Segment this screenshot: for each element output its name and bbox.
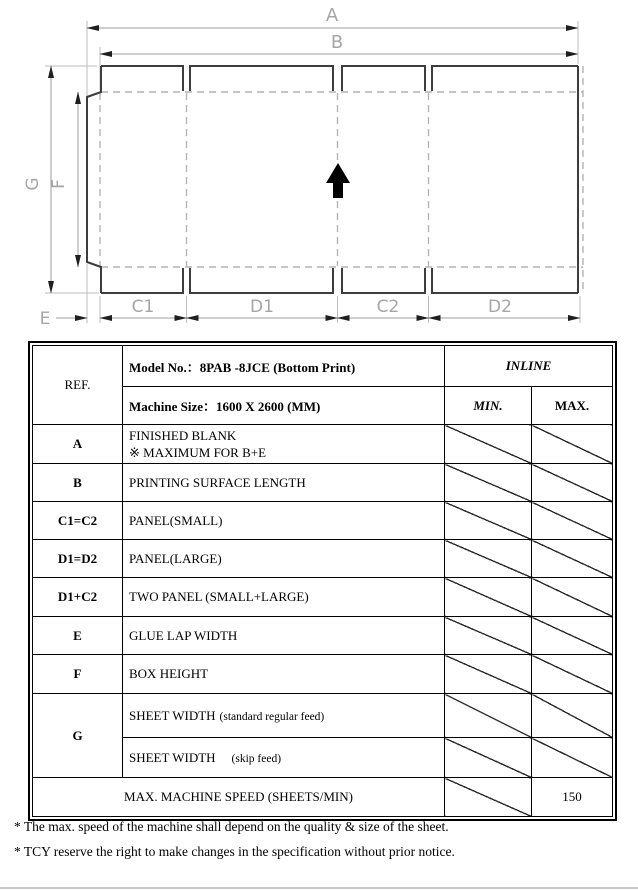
table-row-f xyxy=(33,655,613,694)
dim-label-a: A xyxy=(325,5,339,26)
footnote-2: * TCY reserve the right to make changes in the specification without prior notice. xyxy=(14,844,455,859)
dim-label-f: F xyxy=(49,179,69,189)
desc-qualifier: (standard regular feed) xyxy=(219,710,325,723)
min-empty-cell xyxy=(445,540,532,578)
ref-header-cell: REF. xyxy=(33,346,123,425)
ref-cell: A xyxy=(33,425,123,464)
max-empty-cell xyxy=(532,464,613,502)
machine-speed-label-cell: MAX. MACHINE SPEED (SHEETS/MIN) xyxy=(33,778,445,817)
desc-cell xyxy=(123,738,445,778)
min-empty-cell xyxy=(445,694,532,738)
spec-table xyxy=(28,341,617,821)
desc-cell: PANEL(SMALL) xyxy=(123,502,445,540)
ref-cell: D1=D2 xyxy=(33,540,123,578)
max-empty-cell xyxy=(532,540,613,578)
table-row-e xyxy=(33,617,613,655)
dim-label-d1: D1 xyxy=(250,297,274,317)
table-row-a xyxy=(33,425,613,464)
feed-direction-up-arrow-icon xyxy=(326,163,350,198)
machine-size-cell: Machine Size：1600 X 2600 (MM) xyxy=(123,387,445,425)
max-empty-cell xyxy=(532,425,613,464)
box-blank-diagram xyxy=(0,0,638,340)
desc-line-2: ※ MAXIMUM FOR B+E xyxy=(129,445,267,460)
page-bottom-divider xyxy=(0,887,638,889)
desc-cell xyxy=(123,694,445,738)
min-empty-cell xyxy=(445,502,532,540)
min-empty-cell xyxy=(445,778,532,817)
footnote-1: * The max. speed of the machine shall depend on the quality & size of the sheet. xyxy=(14,819,449,834)
min-empty-cell xyxy=(445,738,532,778)
max-speed-value-cell: 150 xyxy=(532,778,613,817)
dim-label-g: G xyxy=(23,177,43,191)
max-empty-cell xyxy=(532,694,613,738)
table-row-g-regular-feed xyxy=(33,694,613,738)
desc-cell: GLUE LAP WIDTH xyxy=(123,617,445,655)
table-row-b xyxy=(33,464,613,502)
table-row-c1c2 xyxy=(33,502,613,540)
ref-cell: D1+C2 xyxy=(33,578,123,617)
inline-header-cell: INLINE xyxy=(445,346,613,387)
min-empty-cell xyxy=(445,578,532,617)
min-empty-cell xyxy=(445,425,532,464)
table-row-machine-speed xyxy=(33,778,613,817)
ref-cell: C1=C2 xyxy=(33,502,123,540)
desc-main: SHEET WIDTH xyxy=(129,749,216,765)
min-empty-cell xyxy=(445,655,532,694)
desc-cell: PANEL(LARGE) xyxy=(123,540,445,578)
desc-main: SHEET WIDTH xyxy=(129,707,216,723)
max-header-cell: MAX. xyxy=(532,387,613,425)
max-empty-cell xyxy=(532,655,613,694)
min-empty-cell xyxy=(445,464,532,502)
desc-cell xyxy=(123,425,445,464)
max-empty-cell xyxy=(532,578,613,617)
min-empty-cell xyxy=(445,617,532,655)
ref-cell: G xyxy=(33,694,123,778)
model-no-cell: Model No.：8PAB -8JCE (Bottom Print) xyxy=(123,346,445,387)
desc-cell: BOX HEIGHT xyxy=(123,655,445,694)
desc-cell: TWO PANEL (SMALL+LARGE) xyxy=(123,578,445,617)
table-row-d1c2 xyxy=(33,578,613,617)
footnotes xyxy=(14,814,455,864)
ref-cell: E xyxy=(33,617,123,655)
desc-qualifier: (skip feed) xyxy=(231,752,282,765)
max-empty-cell xyxy=(532,738,613,778)
min-header-cell: MIN. xyxy=(445,387,532,425)
dim-label-b: B xyxy=(330,32,344,53)
dim-label-d2: D2 xyxy=(488,297,512,317)
dim-label-c1: C1 xyxy=(131,297,155,317)
desc-line-1: FINISHED BLANK xyxy=(129,428,237,443)
max-empty-cell xyxy=(532,617,613,655)
dimension-lines xyxy=(51,28,580,318)
max-empty-cell xyxy=(532,502,613,540)
dim-label-e: E xyxy=(39,309,51,329)
ref-cell: F xyxy=(33,655,123,694)
table-row-d1d2 xyxy=(33,540,613,578)
dim-label-c2: C2 xyxy=(376,297,400,317)
ref-cell: B xyxy=(33,464,123,502)
table-header-row-1 xyxy=(33,346,613,387)
desc-cell: PRINTING SURFACE LENGTH xyxy=(123,464,445,502)
